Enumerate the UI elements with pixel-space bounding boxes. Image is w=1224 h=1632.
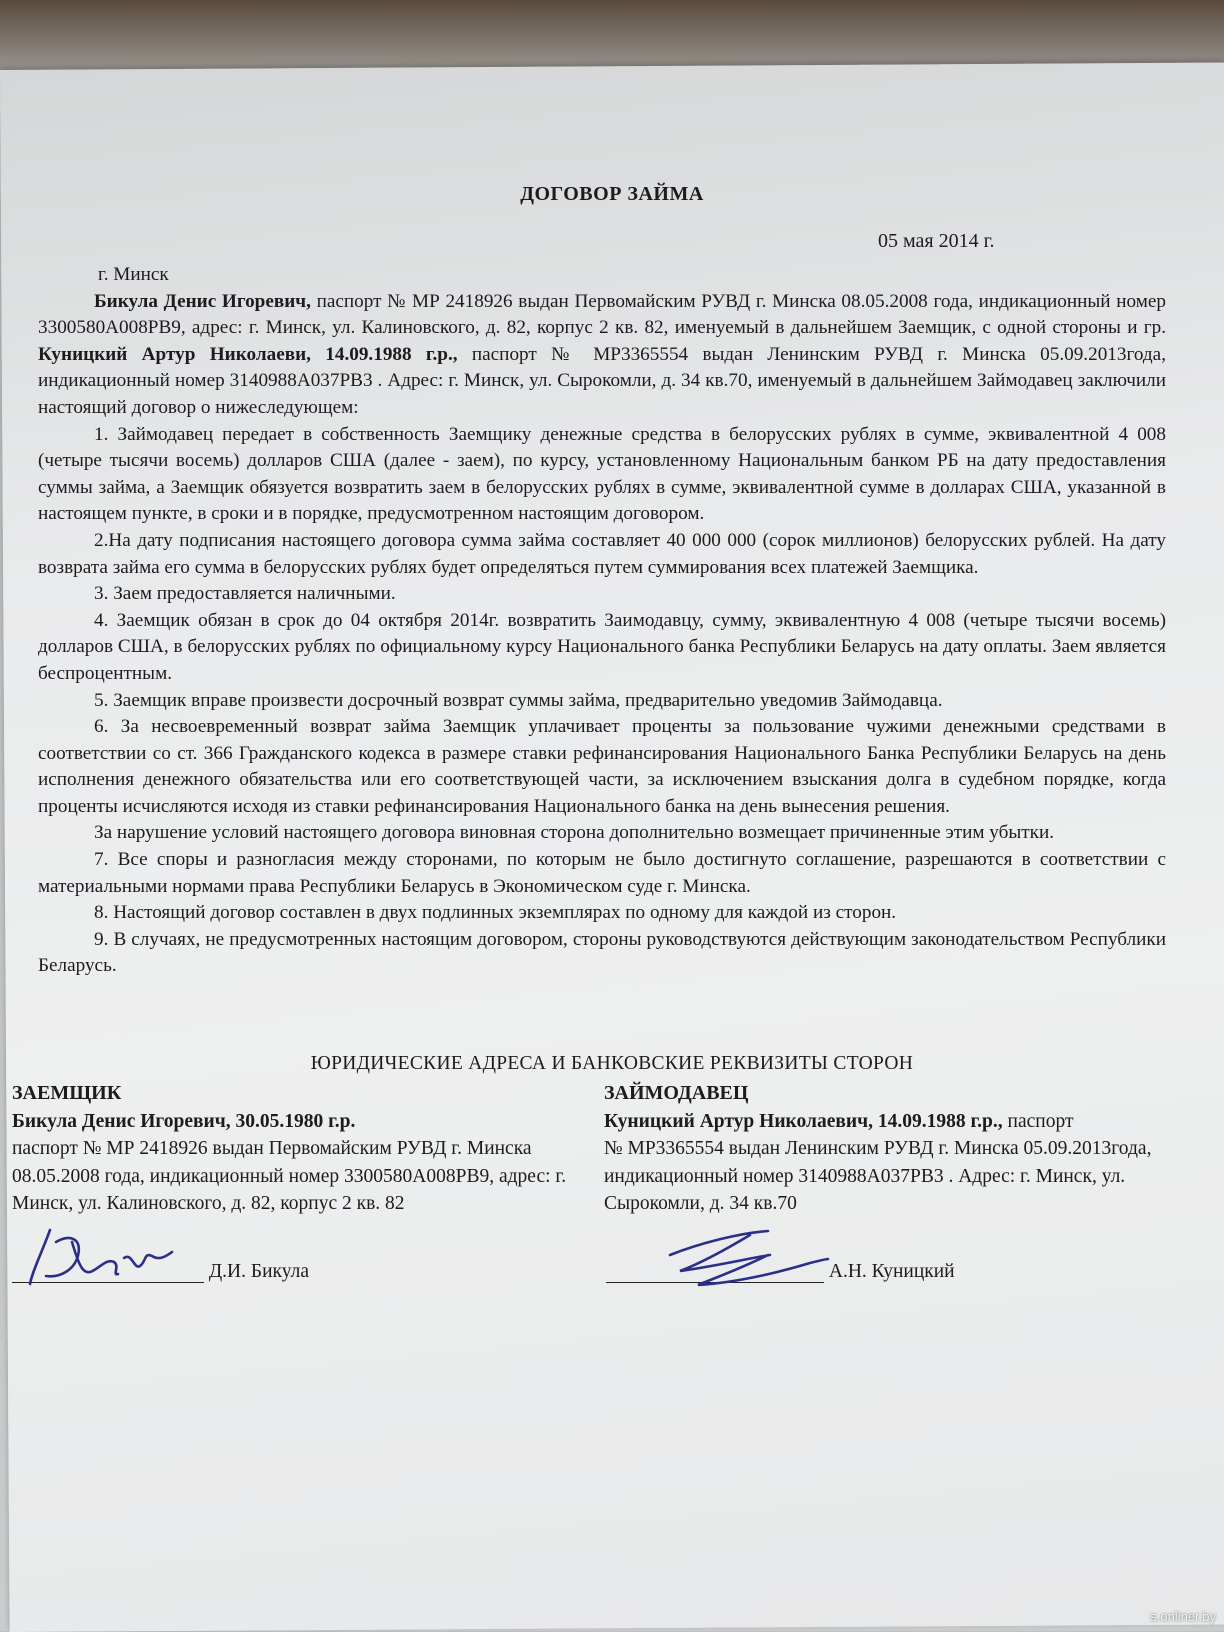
- clause-6-addendum: За нарушение условий настоящего договора виновная сторона дополнительно возмещает причиненные этим убытки.: [94, 822, 1055, 844]
- borrower-name: Бикула Денис Игоревич, 30.05.1980 г.р.: [12, 1110, 356, 1132]
- borrower-requisites: [12, 1080, 572, 1218]
- clause-3: 3. Заем предоставляется наличными.: [94, 583, 396, 605]
- lender-name-intro: Куницкий Артур Николаеви, 14.09.1988 г.р.,: [38, 343, 458, 365]
- clause-2: 2.На дату подписания настоящего договора сумма займа составляет 40 000 000 (сорок миллионов) белорусских рублей. На дату возврата займа его сумма в белорусских рублях будет определяться путем суммирования всех платежей Заемщика.: [38, 529, 1166, 578]
- lender-requisites: [604, 1080, 1204, 1218]
- lender-role: ЗАЙМОДАВЕЦ: [604, 1082, 749, 1104]
- clause-7: 7. Все споры и разногласия между сторонами, по которым не было достигнуто соглашение, разрешаются в соответствии с материальными нормами права Республики Беларусь в Экономическом суде г. Минска.: [38, 849, 1166, 897]
- lender-signature-name: А.Н. Куницкий: [828, 1261, 955, 1282]
- lender-signature-scribble: [660, 1225, 830, 1300]
- requisites-title: ЮРИДИЧЕСКИЕ АДРЕСА И БАНКОВСКИЕ РЕКВИЗИТЫ СТОРОН: [310, 1053, 914, 1074]
- borrower-details: паспорт № МР 2418926 выдан Первомайским РУВД г. Минска 08.05.2008 года, индикационный номер 3300580А008РВ9, адрес: г. Минск, ул. Калиновского, д. 82, корпус 2 кв. 82: [12, 1138, 567, 1214]
- borrower-signature-name: Д.И. Бикула: [208, 1261, 309, 1282]
- document-title: ДОГОВОР ЗАЙМА: [520, 183, 704, 205]
- clause-1: 1. Займодавец передает в собственность Заемщику денежные средства в белорусских рублях в сумме, эквивалентной 4 008 (четыре тысячи восемь) долларов США (далее - заем), по курсу, установленному Национальным банком РБ на дату предоставления суммы займа, а Заемщик обязуется возвратить заем в белорусских рублях в сумме, эквивалентной сумме в долларах США, указанной в настоящем пункте, в сроки и в порядке, предусмотренном настоящим договором.: [38, 423, 1166, 525]
- clause-4: 4. Заемщик обязан в срок до 04 октября 2014г. возвратить Заимодавцу, сумму, эквивалентную 4 008 (четыре тысячи восемь) долларов США, в белорусских рублях по официальному курсу Национального банка Республики Беларусь на дату оплаты. Заем является беспроцентным.: [38, 609, 1166, 684]
- borrower-signature-scribble: [20, 1222, 190, 1292]
- borrower-role: ЗАЕМЩИК: [12, 1082, 122, 1104]
- clause-9: 9. В случаях, не предусмотренных настоящим договором, стороны руководствуются действующим законодательством Республики Беларусь.: [38, 928, 1166, 977]
- clause-6: 6. За несвоевременный возврат займа Заемщик уплачивает проценты за пользование чужими денежными средствами в соответствии со ст. 366 Гражданского кодекса в размере ставки рефинансирования Национального Банка Республики Беларусь на день исполнения денежного обязательства или его соответствующей части, за исключением взыскания долга в судебном порядке, когда проценты исчисляются исходя из ставки рефинансирования Национального банка на день вынесения решения.: [38, 716, 1166, 817]
- intro-text-1: паспорт № МР 2418926 выдан Первомайским РУВД г. Минска 08.05.2008 года, индикационный номер 3300580А008РВ9, адрес: г. Минск, ул. Калиновского, д. 82, корпус 2 кв. 82, именуемый в дальнейшем Заемщик, с одной стороны и гр.: [38, 290, 1167, 339]
- document-body: [38, 262, 1166, 980]
- watermark: s.onliner.by: [1150, 1609, 1216, 1624]
- clause-5: 5. Заемщик вправе произвести досрочный возврат суммы займа, предварительно уведомив Займодавца.: [94, 689, 943, 711]
- lender-passport-word: паспорт: [1002, 1110, 1074, 1132]
- lender-details: № МР3365554 выдан Ленинским РУВД г. Минска 05.09.2013года, индикационный номер 3140988А037РВ3 . Адрес: г. Минск, ул. Сырокомли, д. 34 кв.70: [604, 1138, 1152, 1214]
- lender-name: Куницкий Артур Николаевич, 14.09.1988 г.р.,: [604, 1110, 1003, 1132]
- clause-8: 8. Настоящий договор составлен в двух подлинных экземплярах по одному для каждой из сторон.: [94, 902, 897, 924]
- borrower-name-intro: Бикула Денис Игоревич,: [94, 290, 311, 312]
- document-city: г. Минск: [98, 264, 169, 285]
- borrower-signature-text: Ден: [72, 1248, 103, 1268]
- intro-paragraph: [38, 289, 1166, 422]
- intro-text-2: паспорт № МР3365554 выдан Ленинским РУВД г. Минска 05.09.2013года, индикационный номер 3140988А037РВ3 . Адрес: г. Минск, ул. Сырокомли, д. 34 кв.70, именуемый в дальнейшем Займодавец заключили настоящий договор о нижеследующем:: [38, 343, 1166, 418]
- lender-name-line: [604, 1108, 1204, 1136]
- document-date: 05 мая 2014 г.: [878, 230, 995, 252]
